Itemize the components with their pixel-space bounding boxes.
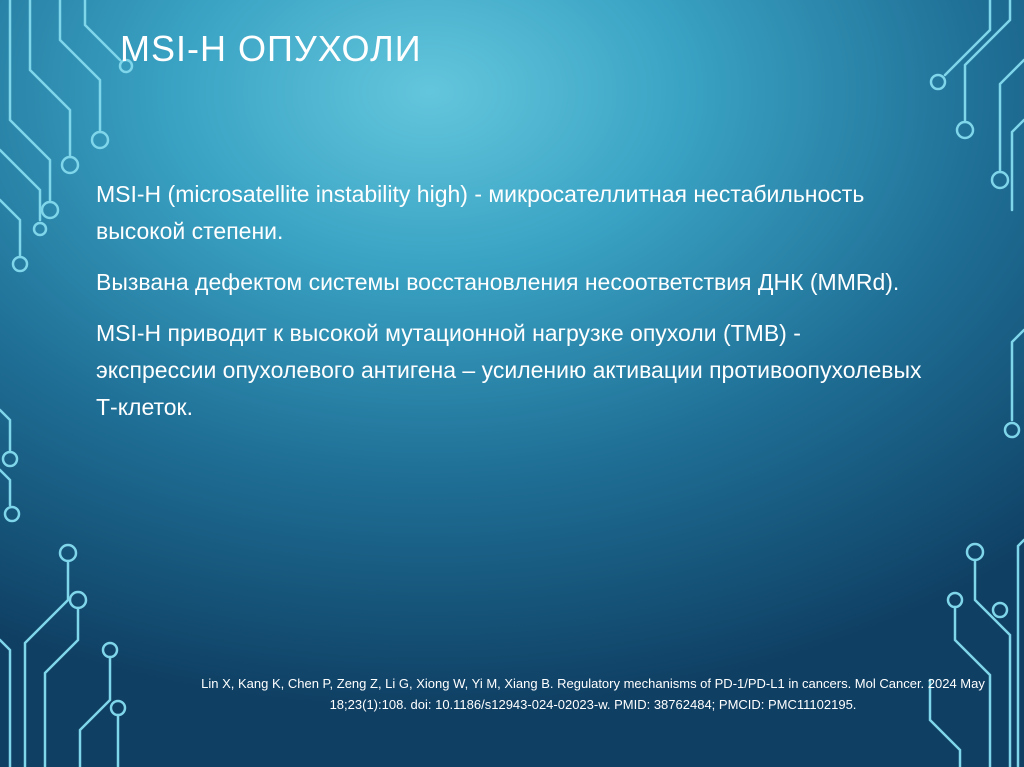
citation-reference: Lin X, Kang K, Chen P, Zeng Z, Li G, Xiong W, Yi M, Xiang B. Regulatory mechanisms of PD-1/PD-L1 in cancers. Mol Cancer. 2024 May 18;23(1):108. doi: 10.1186/s12943-024-02023-w. PMID: 38762484; PMCID: PMC11102195. (201, 676, 985, 712)
paragraph-msi-definition: MSI-H (microsatellite instability high) - микросателлитная нестабильность высокой степени. (96, 181, 865, 244)
circuit-right-middle (1005, 330, 1024, 437)
slide-body (96, 176, 926, 440)
circuit-bottom-right (930, 540, 1024, 767)
circuit-top-right (931, 0, 1024, 210)
circuit-left-middle (0, 410, 19, 521)
slide-title: MSI-H ОПУХОЛИ (120, 28, 422, 69)
paragraph-mmrd-cause: Вызвана дефектом системы восстановления несоответствия ДНК (MMRd). (96, 269, 900, 295)
paragraph-tmb-effect: MSI-H приводит к высокой мутационной нагрузке опухоли (TMB) - экспрессии опухолевого антигена – усилению активации противоопухолевых Т-клеток. (96, 320, 922, 420)
circuit-bottom-left (0, 545, 125, 767)
